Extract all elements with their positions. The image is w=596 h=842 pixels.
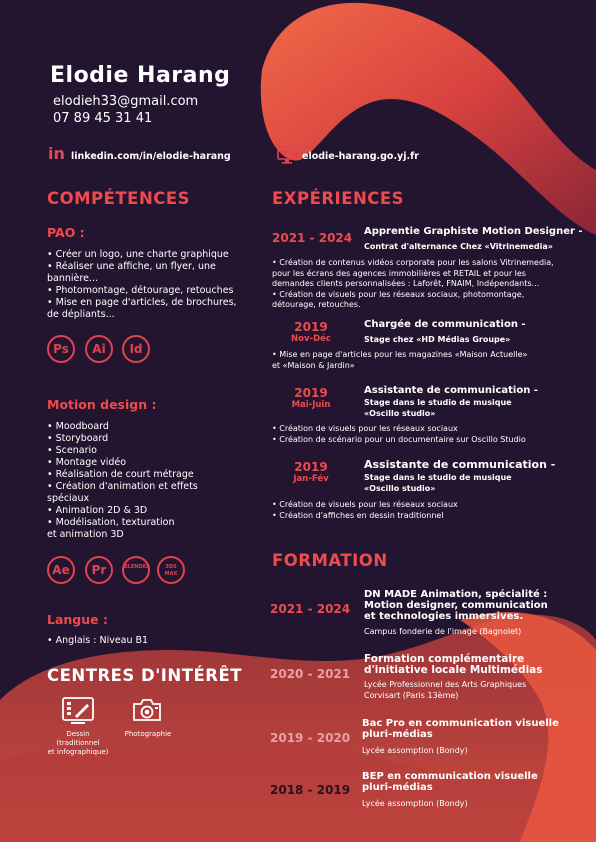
formation-heading: FORMATION — [272, 551, 388, 570]
pao-heading: PAO : — [47, 225, 85, 240]
list-item: • Mise en page d'articles, de brochures, — [47, 297, 237, 308]
exp-subtitle: Stage dans le studio de musique «Oscillo studio» — [364, 398, 512, 418]
exp-subtitle: Contrat d'alternance Chez «Vitrinemedia» — [364, 242, 553, 251]
list-item: de dépliants... — [47, 309, 115, 320]
list-item: • Moodboard — [47, 421, 109, 432]
langue-list — [47, 635, 148, 647]
after-effects-icon: Ae — [47, 556, 75, 584]
exp-description: • Mise en page d'articles pour les magazines «Maison Actuelle» et «Maison & Jardin» — [272, 350, 528, 370]
premiere-icon: Pr — [85, 556, 113, 584]
phone-number: 07 89 45 31 41 — [53, 111, 153, 126]
exp-title: Assistante de communication - — [364, 458, 556, 471]
formation-place: Lycée assomption (Bondy) — [362, 799, 468, 808]
drawing-tablet-icon — [61, 696, 95, 726]
list-item: • Réaliser une affiche, un flyer, une — [47, 261, 216, 272]
formation-title: DN MADE Animation, spécialité : Motion designer, communication et technologies immersives. — [364, 589, 548, 622]
3ds-max-icon: 3DS MAX — [157, 556, 185, 584]
linkedin-link[interactable]: linkedin.com/in/elodie-harang — [71, 151, 231, 162]
formation-place: Lycée Professionnel des Arts Graphiques Corvisart (Paris 13ème) — [364, 680, 527, 700]
exp-year: 2019 Nov-Déc — [291, 320, 331, 344]
exp-subtitle: Stage chez «HD Médias Groupe» — [364, 335, 511, 344]
photoshop-icon: Ps — [47, 335, 75, 363]
experiences-heading: EXPÉRIENCES — [272, 189, 405, 208]
exp-title: Apprentie Graphiste Motion Designer - — [364, 226, 583, 237]
formation-place: Campus fonderie de l'image (Bagnolet) — [364, 627, 522, 636]
camera-icon — [131, 697, 163, 723]
list-item: spéciaux — [47, 493, 90, 504]
list-item: • Anglais : Niveau B1 — [47, 635, 149, 646]
list-item: • Réalisation de court métrage — [47, 469, 194, 480]
list-item: et animation 3D — [47, 529, 124, 540]
formation-year: 2019 - 2020 — [270, 731, 351, 745]
list-item: • Photomontage, détourage, retouches — [47, 285, 234, 296]
list-item: • Création d'animation et effets — [47, 481, 198, 492]
indesign-icon: Id — [122, 335, 150, 363]
exp-description: • Création de visuels pour les réseaux sociaux • Création de scénario pour un documentaire sur Oscillo Studio — [272, 424, 526, 444]
blender-icon: BLENDER — [122, 556, 150, 584]
list-item: • Créer un logo, une charte graphique — [47, 249, 229, 260]
list-item: • Montage vidéo — [47, 457, 127, 468]
exp-description: • Création de contenus vidéos corporate pour les salons Vitrinemedia, pour les écrans des agences immobilières et RETAIL et pour les demandes clients personnalisées : Laforêt, FNAIM, Indépendants... • Création de visuels pour les réseaux sociaux, photomontage, détourage, retouches. — [272, 258, 554, 309]
motion-list — [47, 421, 198, 541]
pao-list — [47, 249, 237, 321]
formation-title: Formation complémentaire d'initiative locale Multimédias — [364, 653, 543, 676]
exp-year: 2021 - 2024 — [272, 231, 353, 245]
list-item: • Storyboard — [47, 433, 109, 444]
linkedin-icon: in — [48, 144, 65, 163]
exp-title: Assistante de communication - — [364, 385, 538, 396]
exp-year: 2019 Mai-Juin — [291, 386, 331, 410]
list-item: • Animation 2D & 3D — [47, 505, 148, 516]
interets-heading: CENTRES D'INTÉRÊT — [47, 666, 243, 685]
formation-place: Lycée assomption (Bondy) — [362, 746, 468, 755]
website-icon — [277, 146, 297, 164]
exp-description: • Création de visuels pour les réseaux sociaux • Création d'affiches en dessin traditionnel — [272, 500, 458, 520]
formation-title: Bac Pro en communication visuelle pluri-médias — [362, 718, 559, 740]
interest-drawing-label: Dessin (traditionnel et infographique) — [47, 730, 109, 756]
motion-heading: Motion design : — [47, 397, 157, 412]
illustrator-icon: Ai — [85, 335, 113, 363]
list-item: • Modélisation, texturation — [47, 517, 175, 528]
formation-year: 2021 - 2024 — [270, 602, 351, 616]
exp-subtitle: Stage dans le studio de musique «Oscillo studio» — [364, 473, 512, 493]
exp-year: 2019 Jan-Fév — [293, 460, 329, 484]
competences-heading: COMPÉTENCES — [47, 189, 191, 208]
website-link[interactable]: elodie-harang.go.yj.fr — [302, 151, 419, 162]
formation-year: 2018 - 2019 — [270, 783, 351, 797]
interest-photo-label: Photographie — [124, 730, 172, 738]
list-item: • Scenario — [47, 445, 97, 456]
formation-title: BEP en communication visuelle pluri-médias — [362, 771, 538, 793]
list-item: bannière... — [47, 273, 98, 284]
email-link[interactable]: elodieh33@gmail.com — [53, 94, 199, 109]
exp-title: Chargée de communication - — [364, 319, 526, 330]
langue-heading: Langue : — [47, 612, 108, 627]
person-name: Elodie Harang — [50, 63, 231, 88]
formation-year: 2020 - 2021 — [270, 667, 351, 681]
